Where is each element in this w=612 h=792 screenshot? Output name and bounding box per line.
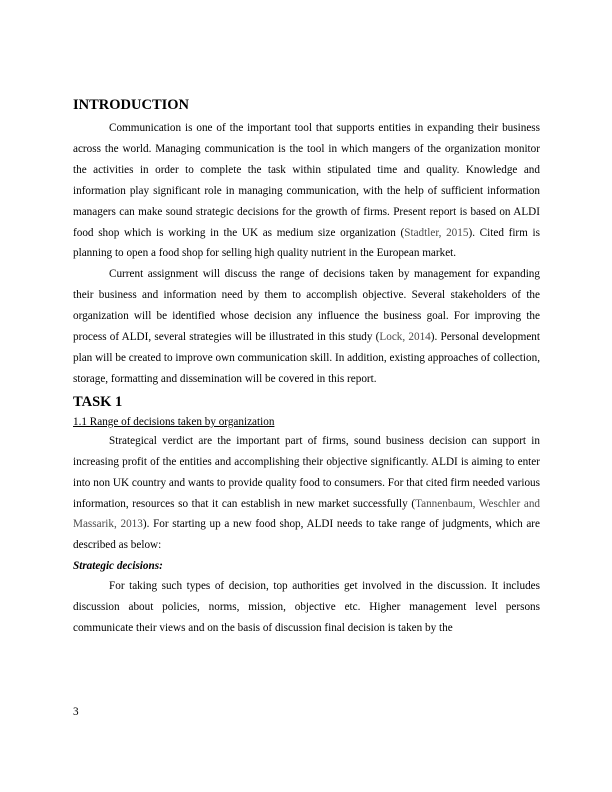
task-1-paragraph-1-text-a: Strategical verdict are the important part of firms, sound business decision can support in increasing profit of the entities and accomplishing their objective significantly. ALDI is aiming to enter into non UK country and wants to provide quality food to consumers. For that cited firm needed various information, resources so that it can establish in new market successfully (: [73, 434, 540, 510]
citation-stadtler: Stadtler, 2015: [404, 226, 469, 239]
section-1-1-subheading: 1.1 Range of decisions taken by organization: [73, 415, 275, 428]
citation-lock: Lock, 2014: [379, 331, 431, 344]
introduction-paragraph-1-text-b: ). Cited firm is planning to open a food shop for selling high quality nutrient in the European market.: [73, 226, 540, 260]
citation-tannenbaum: Tannenbaum, Weschler and Massarik, 2013: [73, 497, 541, 531]
introduction-paragraph-2: [73, 264, 540, 389]
task-1-heading: TASK 1: [73, 393, 123, 410]
strategic-decisions-heading: Strategic decisions:: [73, 560, 163, 573]
page-content: [73, 96, 540, 639]
task-1-paragraph-2: For taking such types of decision, top authorities get involved in the discussion. It includes discussion about policies, norms, mission, objective etc. Higher management level persons communicate their views and on the basis of discussion final decision is taken by the: [73, 580, 540, 635]
introduction-paragraph-2-text-a: Current assignment will discuss the range of decisions taken by management for expanding their business and information need by them to accomplish objective. Several stakeholders of the organization will be identified whose decision any influence the business goal. For improving the process of ALDI, several strategies will be illustrated in this study (: [73, 268, 540, 344]
introduction-paragraph-1: [73, 118, 540, 264]
introduction-heading: INTRODUCTION: [73, 97, 190, 113]
page-number: 3: [73, 706, 79, 718]
task-1-paragraph-1-text-b: ). For starting up a new food shop, ALDI needs to take range of judgments, which are described as below:: [73, 518, 540, 552]
task-1-paragraph-1: [73, 431, 540, 556]
introduction-paragraph-1-text-a: Communication is one of the important tool that supports entities in expanding their business across the world. Managing communication is the tool in which mangers of the organization monitor the activities in order to complete the task within stipulated time and quality. Knowledge and information play significant role in managing communication, with the help of sufficient information managers can make sound strategic decisions for the growth of firms. Present report is based on ALDI food shop which is working in the UK as medium size organization (: [73, 122, 540, 239]
introduction-paragraph-2-text-b: ). Personal development plan will be created to improve own communication skill. In addition, existing approaches of collection, storage, formatting and dissemination will be covered in this report.: [73, 331, 540, 385]
